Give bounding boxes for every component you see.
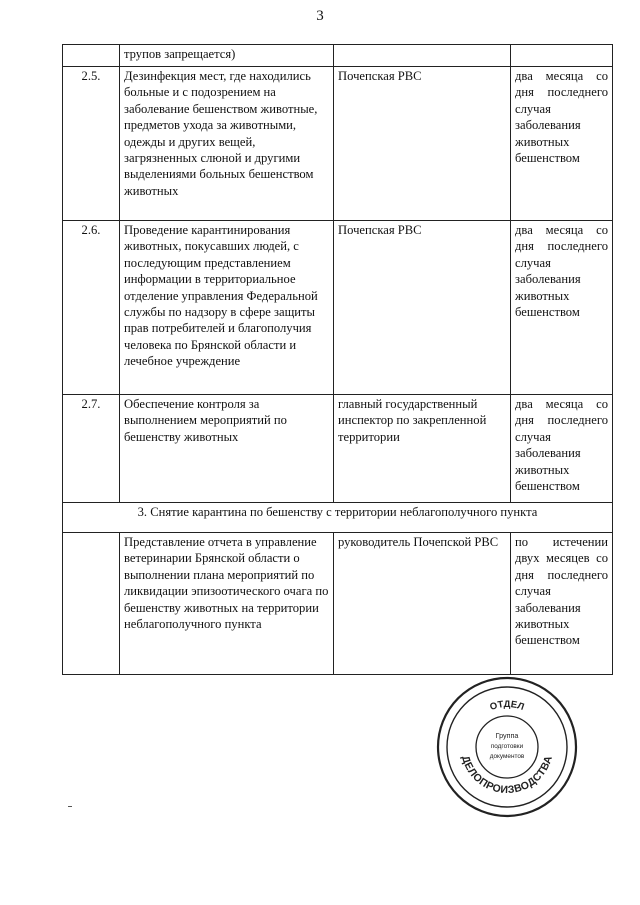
table-row [63, 395, 613, 503]
stamp-bottom-text: ДЕЛОПРОИЗВОДСТВА [459, 754, 555, 797]
table-row [63, 221, 613, 395]
section-heading: 3. Снятие карантина по бешенству с территории неблагополучного пункта [63, 503, 613, 533]
row-term: два месяца со дня последнего случая заболевания животных бешенством [511, 395, 613, 503]
row-action: трупов запрещается) [120, 45, 334, 67]
row-responsible [334, 45, 511, 67]
stamp-center-line: подготовки [490, 743, 524, 750]
row-number [63, 533, 120, 675]
measures-table [62, 44, 613, 675]
row-responsible: главный государственный инспектор по закрепленной территории [334, 395, 511, 503]
official-stamp [436, 676, 578, 818]
row-number: 2.7. [63, 395, 120, 503]
section-heading-row [63, 503, 613, 533]
scan-mark [68, 806, 72, 807]
row-responsible: Почепская РВС [334, 221, 511, 395]
page-number: 3 [316, 8, 324, 24]
stamp-center-line: документов [489, 753, 525, 760]
row-action: Проведение карантинирования животных, покусавших людей, с последующим представлением информации в территориальное отделение управления Федеральной службы по надзору в сфере защиты прав потребителей и благополучия человека по Брянской области и лечебное учреждение [120, 221, 334, 395]
stamp-top-text: ОТДЕЛ [488, 698, 526, 714]
row-responsible: руководитель Почепской РВС [334, 533, 511, 675]
row-term [511, 45, 613, 67]
row-number: 2.6. [63, 221, 120, 395]
row-action: Представление отчета в управление ветеринарии Брянской области о выполнении плана мероприятий по ликвидации эпизоотического очага по бешенству животных на территории неблагополучного пункта [120, 533, 334, 675]
row-number: 2.5. [63, 67, 120, 221]
row-term: два месяца со дня последнего случая заболевания животных бешенством [511, 221, 613, 395]
stamp-center-line: Группа [495, 731, 519, 740]
table-row [63, 67, 613, 221]
row-responsible: Почепская РВС [334, 67, 511, 221]
table-row [63, 533, 613, 675]
row-term: по истечении двух месяцев со дня последнего случая заболевания животных бешенством [511, 533, 613, 675]
row-number [63, 45, 120, 67]
row-action: Дезинфекция мест, где находились больные и с подозрением на заболевание бешенством животные, предметов ухода за животными, одежды и других вещей, загрязненных слюной и другими выделениями больных бешенством животных [120, 67, 334, 221]
table-row [63, 45, 613, 67]
row-action: Обеспечение контроля за выполнением мероприятий по бешенству животных [120, 395, 334, 503]
row-term: два месяца со дня последнего случая заболевания животных бешенством [511, 67, 613, 221]
